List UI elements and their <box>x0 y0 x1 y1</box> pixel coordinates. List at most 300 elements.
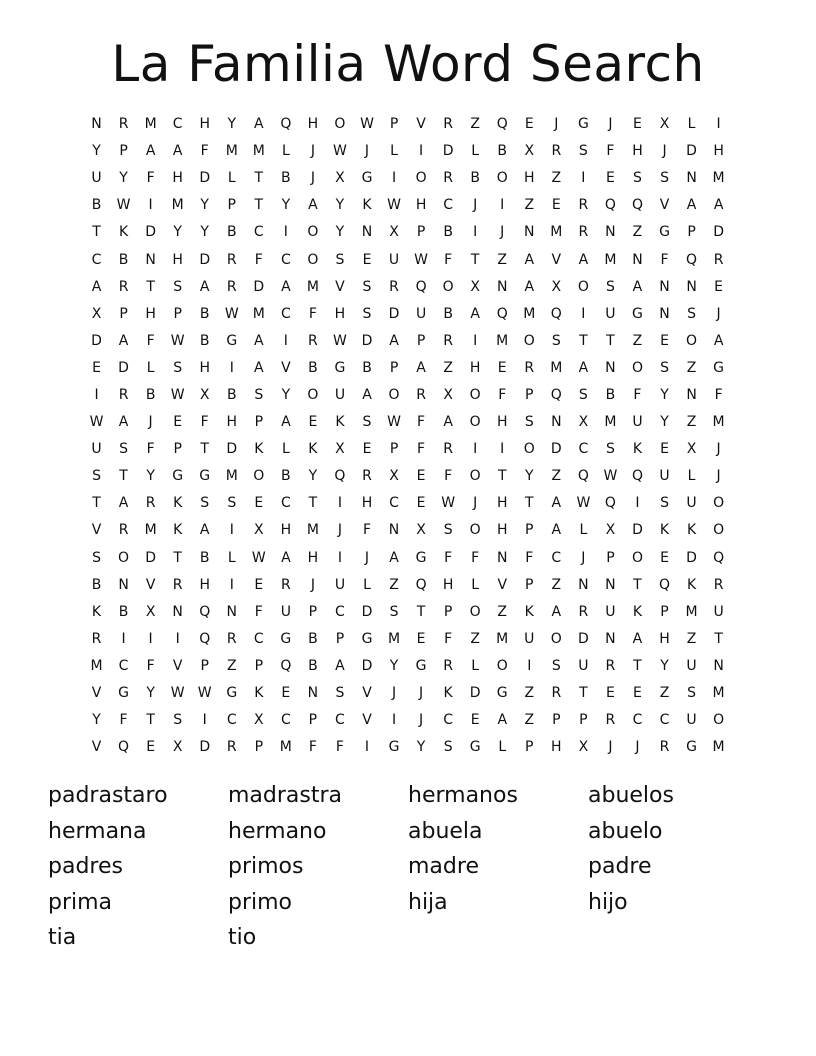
grid-letter: L <box>471 576 480 593</box>
grid-letter: Q <box>686 251 698 268</box>
grid-letter: C <box>551 549 562 566</box>
grid-letter: U <box>388 251 400 268</box>
grid-letter: B <box>362 359 372 376</box>
grid-letter: O <box>523 332 535 349</box>
grid-letter: M <box>550 224 563 241</box>
grid-letter: A <box>172 143 183 160</box>
grid-letter: F <box>498 386 507 403</box>
grid-letter: X <box>172 739 183 756</box>
grid-letter: A <box>145 143 156 160</box>
grid-letter: N <box>578 576 589 593</box>
grid-letter: A <box>281 278 291 295</box>
grid-letter: M <box>712 685 725 702</box>
grid-letter: A <box>199 522 210 539</box>
grid-letter: O <box>550 630 562 647</box>
grid-letter: R <box>578 224 589 241</box>
grid-letter: D <box>442 143 454 160</box>
grid-letter: M <box>90 657 103 674</box>
grid-letter: Z <box>659 685 670 702</box>
grid-letter: S <box>362 414 372 431</box>
grid-letter: Q <box>199 603 211 620</box>
grid-letter: Y <box>524 468 534 485</box>
grid-letter: S <box>173 278 183 295</box>
grid-letter: B <box>281 468 291 485</box>
grid-letter: A <box>551 603 562 620</box>
grid-letter: X <box>389 468 399 485</box>
grid-letter: A <box>551 522 562 539</box>
grid-letter: A <box>416 359 426 376</box>
word-list-item: primos <box>228 854 304 879</box>
grid-letter: Z <box>524 685 535 702</box>
grid-letter: O <box>469 522 481 539</box>
grid-letter: H <box>659 630 670 647</box>
grid-letter: V <box>145 576 156 593</box>
grid-letter: Z <box>524 712 535 729</box>
grid-letter: D <box>577 630 589 647</box>
grid-letter: C <box>253 630 264 647</box>
grid-letter: C <box>280 495 291 512</box>
grid-letter: N <box>632 251 643 268</box>
grid-letter: H <box>551 739 562 756</box>
grid-letter: N <box>91 116 102 133</box>
grid-letter: Y <box>146 468 155 485</box>
grid-letter: B <box>199 332 210 349</box>
word-list-item: abuela <box>408 818 483 844</box>
grid-letter: J <box>581 549 586 566</box>
grid-letter: P <box>552 712 561 729</box>
grid-letter: S <box>200 495 210 512</box>
grid-letter: M <box>252 143 265 160</box>
grid-letter: G <box>713 359 725 376</box>
grid-letter: X <box>470 278 480 295</box>
grid-letter: V <box>497 576 508 593</box>
grid-letter: F <box>200 143 209 160</box>
grid-letter: F <box>146 657 155 674</box>
grid-letter: G <box>226 332 238 349</box>
grid-letter: U <box>686 495 697 512</box>
grid-letter: S <box>660 170 669 187</box>
grid-letter: R <box>172 576 183 593</box>
grid-letter: R <box>308 332 318 349</box>
grid-letter: F <box>362 522 372 539</box>
grid-letter: R <box>362 468 372 485</box>
grid-letter: T <box>92 224 101 241</box>
grid-letter: O <box>307 386 319 403</box>
grid-letter: M <box>523 305 536 322</box>
grid-letter: O <box>577 278 589 295</box>
grid-letter: L <box>471 143 480 160</box>
grid-row <box>83 192 733 219</box>
grid-letter: J <box>148 414 153 431</box>
grid-letter: S <box>362 305 372 322</box>
grid-letter: S <box>362 278 372 295</box>
word-list-item: padre <box>588 854 652 879</box>
grid-letter: I <box>500 441 505 458</box>
grid-letter: A <box>281 414 291 431</box>
grid-letter: U <box>524 630 535 647</box>
grid-letter: C <box>578 441 589 458</box>
grid-letter: V <box>281 359 291 376</box>
grid-letter: S <box>551 332 561 349</box>
grid-row <box>83 599 733 626</box>
grid-letter: P <box>416 224 426 241</box>
grid-letter: N <box>496 549 508 566</box>
grid-letter: E <box>308 414 318 431</box>
grid-letter: I <box>527 657 532 674</box>
grid-letter: T <box>146 712 155 729</box>
grid-letter: S <box>92 468 101 485</box>
grid-letter: Z <box>470 116 480 133</box>
grid-letter: L <box>687 468 696 485</box>
grid-letter: H <box>172 251 183 268</box>
grid-letter: M <box>712 739 725 756</box>
grid-letter: N <box>524 224 535 241</box>
grid-letter: W <box>333 143 347 160</box>
grid-letter: M <box>685 603 698 620</box>
grid-letter: R <box>443 657 453 674</box>
grid-letter: H <box>226 414 238 431</box>
grid-letter: W <box>89 414 104 431</box>
grid-letter: G <box>118 685 129 702</box>
grid-letter: F <box>308 305 317 322</box>
grid-letter: S <box>335 685 345 702</box>
grid-letter: S <box>578 143 588 160</box>
grid-letter: C <box>389 495 399 512</box>
grid-letter: H <box>361 495 373 512</box>
grid-letter: S <box>173 359 183 376</box>
grid-letter: J <box>635 739 640 756</box>
grid-letter: H <box>469 359 481 376</box>
grid-letter: K <box>686 522 697 539</box>
grid-row <box>83 165 733 192</box>
grid-letter: F <box>444 630 453 647</box>
word-list-item: padres <box>48 854 123 879</box>
grid-letter: G <box>469 739 481 756</box>
grid-letter: J <box>554 116 559 133</box>
grid-letter: R <box>226 251 237 268</box>
grid-letter: Z <box>470 630 480 647</box>
grid-letter: B <box>443 305 453 322</box>
grid-letter: M <box>144 522 157 539</box>
grid-letter: Y <box>200 224 209 241</box>
grid-letter: J <box>391 685 397 702</box>
grid-letter: U <box>713 603 724 620</box>
grid-letter: I <box>500 197 505 214</box>
grid-letter: G <box>415 549 427 566</box>
grid-letter: D <box>469 685 481 702</box>
grid-letter: L <box>498 739 507 756</box>
grid-row <box>83 328 733 355</box>
grid-letter: P <box>254 657 264 674</box>
grid-letter: E <box>660 441 669 458</box>
grid-letter: S <box>254 386 264 403</box>
grid-letter: H <box>280 522 292 539</box>
grid-letter: T <box>173 549 182 566</box>
grid-letter: H <box>415 197 427 214</box>
grid-letter: R <box>443 332 453 349</box>
grid-letter: C <box>632 712 643 729</box>
grid-letter: J <box>608 739 613 756</box>
grid-letter: A <box>497 712 508 729</box>
grid-letter: I <box>473 332 478 349</box>
grid-letter: F <box>444 549 453 566</box>
grid-letter: P <box>579 712 588 729</box>
grid-letter: U <box>91 170 102 187</box>
grid-letter: A <box>118 414 129 431</box>
grid-letter: K <box>254 441 264 458</box>
grid-letter: F <box>606 143 615 160</box>
grid-letter: Q <box>280 116 292 133</box>
grid-letter: A <box>254 359 264 376</box>
grid-letter: B <box>443 224 453 241</box>
grid-letter: Y <box>308 468 318 485</box>
grid-letter: K <box>335 414 345 431</box>
grid-letter: R <box>145 495 156 512</box>
grid-letter: K <box>254 685 264 702</box>
grid-letter: W <box>387 197 401 214</box>
word-list-item: hijo <box>588 889 628 915</box>
grid-letter: A <box>335 657 345 674</box>
grid-letter: D <box>361 332 373 349</box>
grid-letter: I <box>473 441 478 458</box>
grid-letter: G <box>361 630 373 647</box>
grid-letter: K <box>632 603 643 620</box>
grid-letter: R <box>91 630 102 647</box>
grid-letter: A <box>308 197 318 214</box>
grid-letter: R <box>578 603 589 620</box>
grid-letter: D <box>713 224 724 241</box>
grid-letter: O <box>307 251 319 268</box>
grid-letter: W <box>387 414 401 431</box>
grid-letter: I <box>473 224 478 241</box>
grid-letter: Z <box>686 414 697 431</box>
grid-letter: A <box>686 197 697 214</box>
grid-letter: H <box>524 170 535 187</box>
grid-letter: B <box>497 143 508 160</box>
grid-letter: R <box>578 197 589 214</box>
grid-letter: S <box>443 522 453 539</box>
grid-letter: J <box>419 685 424 702</box>
grid-letter: M <box>306 278 319 295</box>
grid-letter: P <box>525 576 534 593</box>
grid-letter: G <box>577 116 589 133</box>
grid-letter: C <box>226 712 237 729</box>
grid-letter: I <box>364 739 370 756</box>
grid-letter: O <box>631 549 643 566</box>
grid-letter: I <box>283 332 288 349</box>
grid-letter: E <box>92 359 101 376</box>
grid-letter: B <box>199 549 210 566</box>
grid-letter: R <box>443 116 453 133</box>
word-list-item: abuelos <box>588 783 674 808</box>
grid-letter: N <box>659 305 670 322</box>
grid-letter: P <box>335 630 345 647</box>
grid-row <box>83 545 733 572</box>
grid-letter: N <box>686 278 697 295</box>
grid-letter: L <box>579 522 588 539</box>
grid-letter: V <box>416 116 426 133</box>
grid-letter: X <box>91 305 102 322</box>
grid-letter: Z <box>632 332 643 349</box>
grid-letter: O <box>469 414 481 431</box>
grid-letter: M <box>712 414 725 431</box>
grid-letter: T <box>146 278 155 295</box>
grid-letter: A <box>91 278 102 295</box>
grid-letter: L <box>471 657 480 674</box>
grid-letter: Y <box>92 143 101 160</box>
grid-letter: D <box>361 657 373 674</box>
grid-letter: P <box>443 603 453 620</box>
word-list-item: tio <box>228 925 257 950</box>
grid-row <box>83 219 733 246</box>
grid-letter: P <box>308 712 318 729</box>
grid-letter: W <box>441 495 456 512</box>
grid-letter: Q <box>577 468 589 485</box>
grid-letter: E <box>633 685 642 702</box>
grid-letter: O <box>713 495 725 512</box>
grid-letter: N <box>605 224 616 241</box>
grid-letter: E <box>416 495 426 512</box>
grid-letter: H <box>496 414 508 431</box>
grid-letter: O <box>442 278 454 295</box>
grid-letter: W <box>116 197 131 214</box>
grid-letter: O <box>496 170 508 187</box>
grid-letter: B <box>281 170 291 187</box>
grid-letter: M <box>279 739 292 756</box>
grid-letter: I <box>419 143 424 160</box>
grid-letter: U <box>415 305 427 322</box>
grid-letter: T <box>714 630 723 647</box>
grid-letter: T <box>470 251 480 268</box>
grid-letter: P <box>173 305 182 322</box>
grid-letter: W <box>603 468 618 485</box>
grid-letter: Z <box>632 224 643 241</box>
grid-letter: O <box>469 603 481 620</box>
grid-letter: C <box>91 251 102 268</box>
grid-letter: U <box>91 441 102 458</box>
grid-letter: R <box>389 278 399 295</box>
grid-letter: I <box>716 116 721 133</box>
grid-letter: Y <box>660 657 669 674</box>
grid-letter: B <box>308 630 318 647</box>
grid-letter: N <box>226 603 237 620</box>
grid-letter: D <box>632 522 643 539</box>
grid-letter: Z <box>389 576 399 593</box>
grid-letter: O <box>334 116 346 133</box>
grid-letter: C <box>280 712 291 729</box>
grid-row <box>83 653 733 680</box>
word-list-item: madrastra <box>228 783 343 808</box>
grid-letter: R <box>226 739 237 756</box>
grid-row <box>83 734 733 761</box>
grid-letter: M <box>225 143 238 160</box>
grid-letter: M <box>496 630 509 647</box>
grid-letter: G <box>415 657 427 674</box>
grid-letter: T <box>633 576 642 593</box>
grid-letter: N <box>551 414 562 431</box>
word-list-item: madre <box>408 854 479 879</box>
grid-letter: Y <box>227 116 237 133</box>
grid-letter: M <box>306 522 319 539</box>
grid-letter: C <box>253 224 264 241</box>
grid-letter: U <box>578 657 589 674</box>
grid-letter: R <box>443 441 453 458</box>
grid-letter: P <box>416 332 426 349</box>
grid-letter: C <box>172 116 183 133</box>
grid-letter: J <box>716 441 721 458</box>
grid-letter: A <box>524 278 535 295</box>
grid-letter: I <box>229 522 234 539</box>
grid-letter: S <box>524 414 534 431</box>
grid-letter: R <box>713 251 724 268</box>
word-list-item: tia <box>48 925 77 950</box>
grid-letter: M <box>550 359 563 376</box>
grid-letter: Z <box>443 359 453 376</box>
grid-row <box>83 572 733 599</box>
grid-letter: G <box>280 630 292 647</box>
grid-letter: U <box>334 386 346 403</box>
grid-letter: T <box>497 468 507 485</box>
grid-letter: O <box>713 712 725 729</box>
grid-letter: J <box>716 305 721 322</box>
grid-letter: X <box>443 386 453 403</box>
grid-letter: U <box>632 414 643 431</box>
grid-letter: E <box>362 251 372 268</box>
grid-letter: J <box>337 522 343 539</box>
grid-letter: R <box>524 359 535 376</box>
grid-letter: I <box>175 630 180 647</box>
grid-letter: Q <box>604 495 616 512</box>
grid-letter: V <box>335 278 345 295</box>
grid-letter: P <box>687 224 696 241</box>
grid-letter: V <box>91 522 102 539</box>
grid-letter: F <box>200 414 209 431</box>
word-list-item: hermanos <box>408 783 518 808</box>
grid-letter: D <box>91 332 102 349</box>
grid-letter: S <box>551 657 561 674</box>
grid-letter: J <box>608 116 613 133</box>
grid-letter: G <box>226 685 238 702</box>
grid-letter: Y <box>281 386 291 403</box>
grid-letter: Y <box>416 739 426 756</box>
grid-letter: C <box>335 603 345 620</box>
grid-letter: B <box>91 197 102 214</box>
grid-letter: A <box>118 495 129 512</box>
grid-letter: O <box>469 468 481 485</box>
word-list-item: primo <box>228 889 293 915</box>
grid-letter: I <box>635 495 640 512</box>
grid-letter: B <box>118 603 129 620</box>
grid-letter: N <box>659 278 670 295</box>
grid-letter: F <box>146 332 155 349</box>
grid-letter: H <box>632 143 643 160</box>
grid-row <box>83 355 733 382</box>
grid-letter: K <box>659 522 670 539</box>
grid-letter: Y <box>335 224 345 241</box>
grid-letter: W <box>224 305 239 322</box>
grid-letter: D <box>199 251 211 268</box>
grid-letter: B <box>308 657 318 674</box>
grid-letter: W <box>576 495 591 512</box>
grid-letter: D <box>686 143 697 160</box>
grid-letter: B <box>145 386 156 403</box>
grid-row <box>83 680 733 707</box>
grid-letter: E <box>416 468 426 485</box>
grid-letter: H <box>713 143 724 160</box>
grid-letter: U <box>686 657 697 674</box>
grid-letter: V <box>91 739 102 756</box>
grid-letter: Z <box>551 170 562 187</box>
